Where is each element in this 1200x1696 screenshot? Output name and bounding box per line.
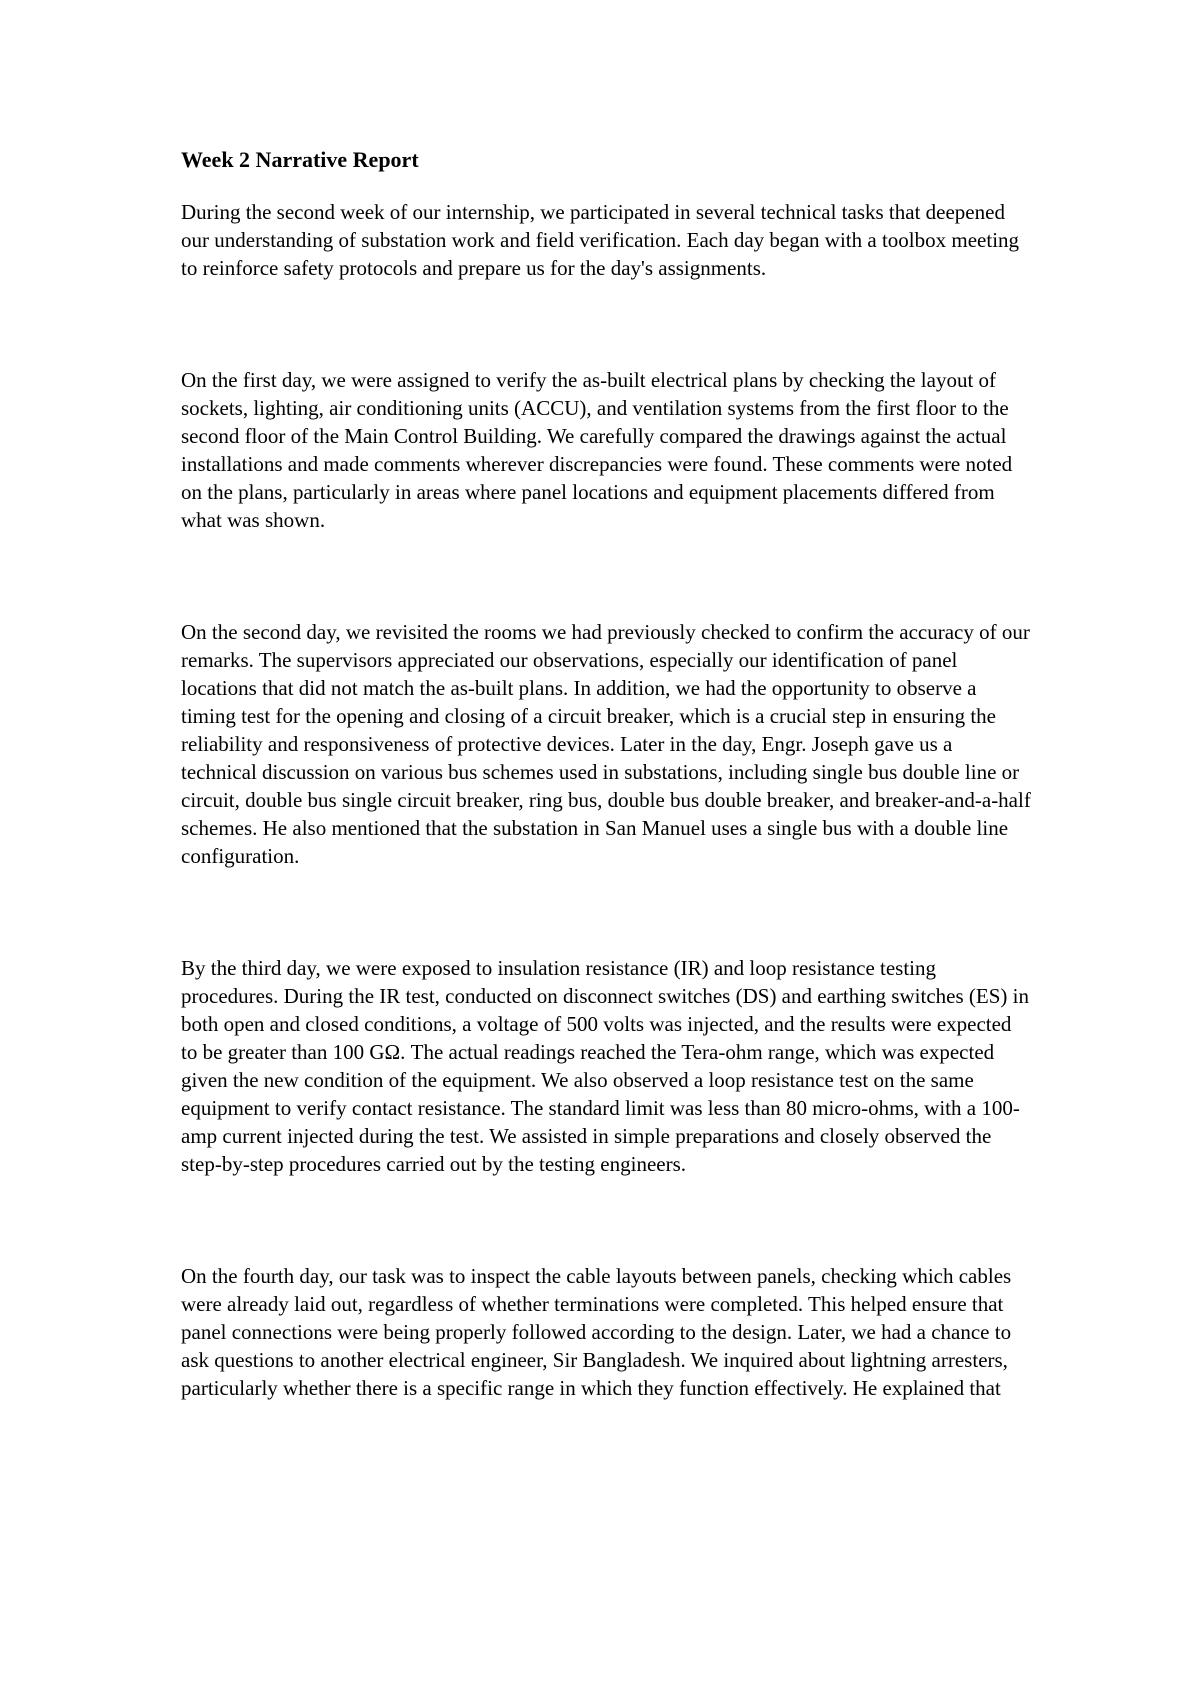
paragraph-first-day: On the first day, we were assigned to verify the as-built electrical plans by checking the layout of sockets, lighting, air conditioning units (ACCU), and ventilation systems from the first floor to the second floor of the Main Control Building. We carefully compared the drawings against the actual installations and made comments wherever discrepancies were found. These comments were noted on the plans, particularly in areas where panel locations and equipment placements differed from what was shown. [181,368,1013,532]
paragraph-second-day: On the second day, we revisited the rooms we had previously checked to confirm the accuracy of our remarks. The supervisors appreciated our observations, especially our identification of panel locations that did not match the as-built plans. In addition, we had the opportunity to observe a timing test for the opening and closing of a circuit breaker, which is a crucial step in ensuring the reliability and responsiveness of protective devices. Later in the day, Engr. Joseph gave us a technical discussion on various bus schemes used in substations, including single bus double line or circuit, double bus single circuit breaker, ring bus, double bus double breaker, and breaker-and-a-half schemes. He also mentioned that the substation in San Manuel uses a single bus with a double line configuration. [181,620,1031,868]
paragraph-intro: During the second week of our internship, we participated in several technical tasks that deepened our understanding of substation work and field verification. Each day began with a toolbox meeting to reinforce safety protocols and prepare us for the day's assignments. [181,200,1020,280]
paragraph-third-day: By the third day, we were exposed to insulation resistance (IR) and loop resistance testing procedures. During the IR test, conducted on disconnect switches (DS) and earthing switches (ES) in both open and closed conditions, a voltage of 500 volts was injected, and the results were expected to be greater than 100 GΩ. The actual readings reached the Tera-ohm range, which was expected given the new condition of the equipment. We also observed a loop resistance test on the same equipment to verify contact resistance. The standard limit was less than 80 micro-ohms, with a 100-amp current injected during the test. We assisted in simple preparations and closely observed the step-by-step procedures carried out by the testing engineers. [181,956,1029,1176]
paragraph-fourth-day: On the fourth day, our task was to inspect the cable layouts between panels, checking which cables were already laid out, regardless of whether terminations were completed. This helped ensure that panel connections were being properly followed according to the design. Later, we had a chance to ask questions to another electrical engineer, Sir Bangladesh. We inquired about lightning arresters, particularly whether there is a specific range in which they function effectively. He explained that [181,1264,1012,1400]
document-body [181,146,1031,1402]
document-title: Week 2 Narrative Report [181,147,419,172]
